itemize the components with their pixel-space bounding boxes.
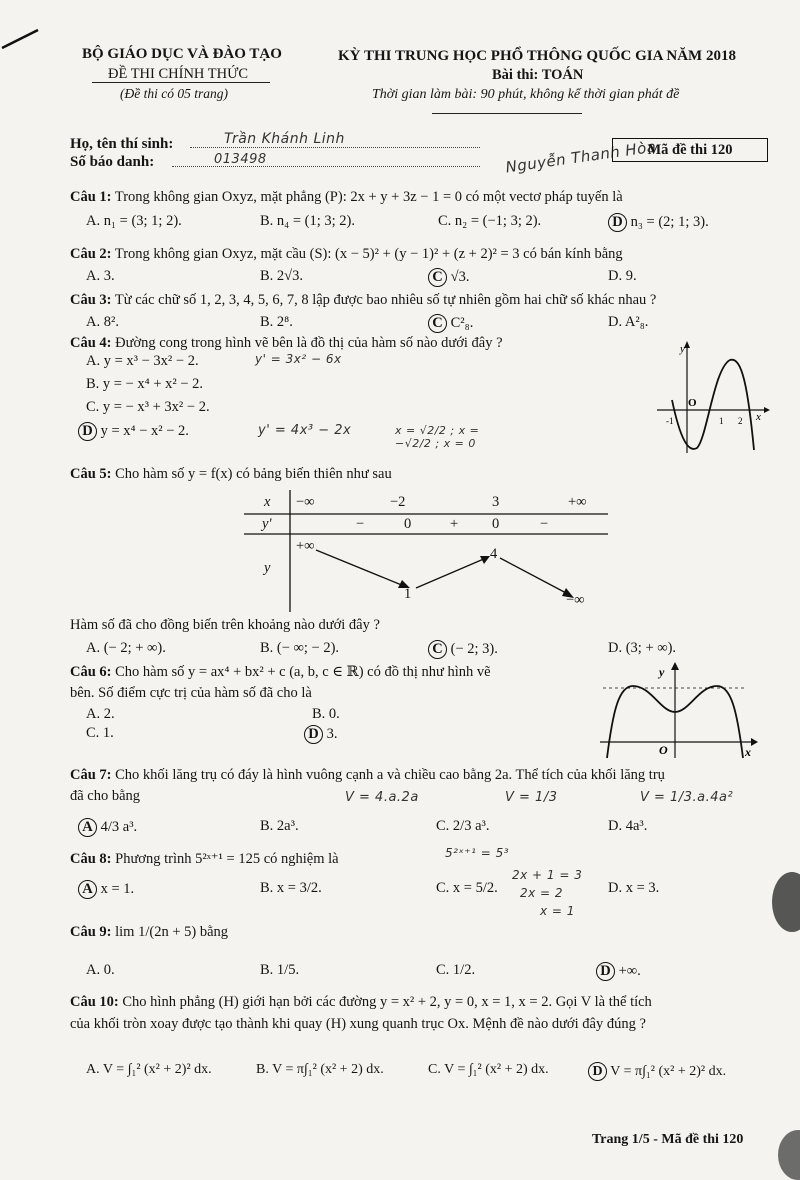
q4-graph-origin: O bbox=[688, 397, 697, 409]
q3-option-d[interactable]: D. A²₈. bbox=[608, 314, 649, 330]
subject-line: Bài thi: TOÁN bbox=[492, 67, 584, 83]
q4-graph-tick-minus1: -1 bbox=[666, 416, 674, 426]
q4-stem bbox=[70, 335, 503, 352]
q2-circled-answer: C bbox=[428, 268, 447, 287]
q8-circled-answer: A bbox=[78, 880, 97, 899]
time-note: Thời gian làm bài: 90 phút, không kể thời gian phát đề bbox=[372, 87, 680, 102]
q10-circled-answer: D bbox=[588, 1062, 607, 1081]
page-footer: Trang 1/5 - Mã đề thi 120 bbox=[592, 1132, 744, 1147]
q8-option-d[interactable]: D. x = 3. bbox=[608, 880, 660, 896]
q4-option-d[interactable] bbox=[78, 422, 189, 441]
official-label: ĐỀ THI CHÍNH THỨC bbox=[108, 66, 249, 82]
q1-text: Trong không gian Oxyz, mặt phẳng (P): 2x + y + 3z − 1 = 0 có một vectơ pháp tuyến là bbox=[114, 189, 623, 205]
q1-option-a[interactable]: A. n₁ = (3; 1; 2). bbox=[86, 213, 182, 229]
q3-label: Câu 3: bbox=[70, 292, 112, 308]
candidate-name-dots bbox=[190, 147, 480, 148]
q3-text: Từ các chữ số 1, 2, 3, 4, 5, 6, 7, 8 lập được bao nhiêu số tự nhiên gồm hai chữ số khác nhau ? bbox=[114, 292, 657, 308]
q6-graph bbox=[595, 660, 765, 760]
vt-sign-1: − bbox=[356, 516, 365, 532]
q4-text: Đường cong trong hình vẽ bên là đồ thị của hàm số nào dưới đây ? bbox=[115, 335, 503, 351]
q2-option-a[interactable]: A. 3. bbox=[86, 268, 115, 284]
vt-y-pos-inf: +∞ bbox=[296, 538, 315, 554]
q3-option-a[interactable]: A. 8². bbox=[86, 314, 119, 330]
q1-option-b[interactable]: B. n₄ = (1; 3; 2). bbox=[260, 213, 355, 229]
q2-stem bbox=[70, 246, 623, 263]
q10-text: Cho hình phẳng (H) giới hạn bởi các đường y = x² + 2, y = 0, x = 1, x = 2. Gọi V là thể tích bbox=[122, 994, 652, 1010]
q10-option-d-text: V = π∫₁² (x² + 2)² dx. bbox=[610, 1064, 727, 1079]
q8-note-2: 2x + 1 = 3 bbox=[512, 868, 583, 882]
q8-note-3: 2x = 2 bbox=[520, 886, 564, 900]
vt-sign-5: − bbox=[540, 516, 549, 532]
vt-x-neg-inf: −∞ bbox=[296, 494, 315, 510]
q6-text: Cho hàm số y = ax⁴ + bx² + c (a, b, c ∈ ℝ) có đồ thị như hình vẽ bbox=[115, 664, 491, 680]
q9-option-d-text: +∞. bbox=[618, 963, 641, 979]
q4-option-a[interactable]: A. y = x³ − 3x² − 2. bbox=[86, 353, 199, 369]
q8-option-a[interactable] bbox=[78, 880, 134, 899]
q9-circled-answer: D bbox=[596, 962, 615, 981]
q9-stem bbox=[70, 924, 228, 941]
exam-title: KỲ THI TRUNG HỌC PHỔ THÔNG QUỐC GIA NĂM 2018 bbox=[338, 48, 736, 64]
q5-text: Cho hàm số y = f(x) có bảng biến thiên như sau bbox=[115, 466, 392, 482]
q7-note-1: V = 4.a.2a bbox=[345, 790, 419, 805]
q4-graph-tick-2: 2 bbox=[738, 416, 743, 426]
q1-option-d-text: n₃ = (2; 1; 3). bbox=[630, 214, 709, 230]
ministry-name: BỘ GIÁO DỤC VÀ ĐÀO TẠO bbox=[82, 46, 282, 62]
q8-stem bbox=[70, 851, 339, 868]
vt-y-neg-inf: −∞ bbox=[566, 592, 585, 608]
q4-graph-x-label: x bbox=[756, 411, 761, 423]
q4-note-derivative-d: y' = 4x³ − 2x bbox=[258, 423, 352, 438]
q1-option-d[interactable] bbox=[608, 213, 709, 232]
q5-label: Câu 5: bbox=[70, 466, 112, 482]
vt-x-minus2: −2 bbox=[390, 494, 406, 510]
q4-label: Câu 4: bbox=[70, 335, 112, 351]
vt-sign-4: 0 bbox=[492, 516, 500, 532]
q6-option-b[interactable]: B. 0. bbox=[312, 706, 340, 722]
q6-label: Câu 6: bbox=[70, 664, 112, 680]
pen-mark bbox=[0, 26, 42, 52]
q6-graph-origin: O bbox=[659, 743, 668, 757]
q9-option-b[interactable]: B. 1/5. bbox=[260, 962, 300, 978]
q7-option-c[interactable]: C. 2/3 a³. bbox=[436, 818, 490, 834]
q6-option-d[interactable] bbox=[304, 725, 338, 744]
q10-label: Câu 10: bbox=[70, 994, 119, 1010]
q4-option-c[interactable]: C. y = − x³ + 3x² − 2. bbox=[86, 399, 210, 415]
q4-graph-tick-1: 1 bbox=[719, 416, 724, 426]
q7-text: Cho khối lăng trụ có đáy là hình vuông cạnh a và chiều cao bằng 2a. Thể tích của khối lăng trụ bbox=[115, 767, 665, 783]
proctor-signature: Nguyễn Thanh Hòa bbox=[504, 137, 658, 177]
q4-graph-y-label: y bbox=[680, 343, 685, 355]
q5-option-b[interactable]: B. (− ∞; − 2). bbox=[260, 640, 340, 656]
q3-option-c-text: C²₈. bbox=[450, 315, 474, 331]
q6-option-a[interactable]: A. 2. bbox=[86, 706, 115, 722]
q6-graph-y-label: y bbox=[659, 665, 665, 679]
q7-note-2: V = 1/3 bbox=[505, 790, 558, 805]
q7-label: Câu 7: bbox=[70, 767, 112, 783]
vt-x-pos-inf: +∞ bbox=[568, 494, 587, 510]
q7-option-b[interactable]: B. 2a³. bbox=[260, 818, 299, 834]
q8-option-a-text: x = 1. bbox=[100, 881, 135, 897]
q7-note-3: V = 1/3.a.4a² bbox=[640, 790, 734, 805]
q5-circled-answer: C bbox=[428, 640, 447, 659]
q7-option-d[interactable]: D. 4a³. bbox=[608, 818, 648, 834]
q9-text: lim 1/(2n + 5) bằng bbox=[115, 924, 229, 940]
q8-note-4: x = 1 bbox=[540, 904, 575, 918]
q4-option-d-text: y = x⁴ − x² − 2. bbox=[100, 423, 189, 439]
variation-table bbox=[244, 490, 608, 612]
q6-graph-x-label: x bbox=[745, 745, 751, 759]
q3-circled-answer: C bbox=[428, 314, 447, 333]
q8-text: Phương trình 5²ˣ⁺¹ = 125 có nghiệm là bbox=[115, 851, 339, 867]
q10-option-a[interactable]: A. V = ∫₁² (x² + 2)² dx. bbox=[86, 1062, 212, 1077]
header-divider-left bbox=[92, 82, 270, 83]
vt-y-min: 1 bbox=[404, 586, 412, 602]
candidate-name-value: Trần Khánh Linh bbox=[224, 131, 345, 147]
q5-option-a[interactable]: A. (− 2; + ∞). bbox=[86, 640, 166, 656]
q3-option-b[interactable]: B. 2⁸. bbox=[260, 314, 293, 330]
q3-option-c[interactable] bbox=[428, 314, 473, 333]
q10-stem-2: của khối tròn xoay được tạo thành khi quay (H) xung quanh trục Ox. Mệnh đề nào dưới đây đúng ? bbox=[70, 1016, 646, 1032]
exam-code-box: Mã đề thi 120 bbox=[612, 138, 768, 162]
q5-option-c-text: (− 2; 3). bbox=[450, 641, 498, 657]
vt-x-3: 3 bbox=[492, 494, 500, 510]
q8-option-c[interactable]: C. x = 5/2. bbox=[436, 880, 498, 896]
q4-circled-answer: D bbox=[78, 422, 97, 441]
q2-text: Trong không gian Oxyz, mặt cầu (S): (x − 5)² + (y − 1)² + (z + 2)² = 3 có bán kính bằng bbox=[114, 246, 623, 262]
q7-option-a[interactable] bbox=[78, 818, 137, 837]
candidate-id-label: Số báo danh: bbox=[70, 154, 155, 170]
q1-label: Câu 1: bbox=[70, 189, 112, 205]
q2-option-c[interactable] bbox=[428, 268, 469, 287]
vt-y-label: y bbox=[264, 560, 271, 576]
pages-note: (Đề thi có 05 trang) bbox=[120, 86, 228, 101]
q1-option-c[interactable]: C. n₂ = (−1; 3; 2). bbox=[438, 213, 542, 229]
vt-y-max: 4 bbox=[490, 546, 498, 562]
q1-circled-answer: D bbox=[608, 213, 627, 232]
q4-note-roots: x = √2/2 ; x = −√2/2 ; x = 0 bbox=[395, 424, 480, 450]
q10-option-c[interactable]: C. V = ∫₁² (x² + 2) dx. bbox=[428, 1062, 549, 1077]
q9-option-c[interactable]: C. 1/2. bbox=[436, 962, 476, 978]
q6-circled-answer: D bbox=[304, 725, 323, 744]
q9-label: Câu 9: bbox=[70, 924, 112, 940]
q6-option-d-text: 3. bbox=[326, 726, 338, 742]
q6-stem bbox=[70, 664, 491, 681]
q5-option-c[interactable] bbox=[428, 640, 498, 659]
vt-x-label: x bbox=[264, 494, 271, 510]
candidate-name-label: Họ, tên thí sinh: bbox=[70, 136, 174, 152]
q10-option-b[interactable]: B. V = π∫₁² (x² + 2) dx. bbox=[256, 1062, 384, 1077]
q2-option-d[interactable]: D. 9. bbox=[608, 268, 637, 284]
q7-option-a-text: 4/3 a³. bbox=[100, 819, 138, 835]
q4-graph bbox=[652, 338, 772, 458]
q6-option-c[interactable]: C. 1. bbox=[86, 725, 114, 741]
vt-sign-2: 0 bbox=[404, 516, 412, 532]
q10-option-d[interactable] bbox=[588, 1062, 726, 1081]
q6-stem-2: bên. Số điểm cực trị của hàm số đã cho là bbox=[70, 685, 312, 701]
q7-stem-2: đã cho bằng bbox=[70, 788, 141, 804]
q5-prompt: Hàm số đã cho đồng biến trên khoảng nào dưới đây ? bbox=[70, 617, 380, 633]
q7-stem bbox=[70, 767, 665, 784]
q8-note-1: 5²ˣ⁺¹ = 5³ bbox=[445, 846, 510, 860]
finger-shadow-1 bbox=[772, 872, 800, 932]
q2-option-c-text: √3. bbox=[450, 269, 470, 285]
q1-stem bbox=[70, 189, 623, 206]
q8-option-b[interactable]: B. x = 3/2. bbox=[260, 880, 322, 896]
vt-sign-3: + bbox=[450, 516, 459, 532]
header-divider-right bbox=[432, 113, 582, 114]
q9-option-d[interactable] bbox=[596, 962, 641, 981]
q2-option-b[interactable]: B. 2√3. bbox=[260, 268, 304, 284]
q5-stem bbox=[70, 466, 392, 483]
finger-shadow-2 bbox=[778, 1130, 800, 1180]
q3-stem bbox=[70, 292, 656, 309]
q2-label: Câu 2: bbox=[70, 246, 112, 262]
q8-label: Câu 8: bbox=[70, 851, 112, 867]
q4-note-derivative-a: y' = 3x² − 6x bbox=[255, 352, 342, 366]
q4-option-b[interactable]: B. y = − x⁴ + x² − 2. bbox=[86, 376, 204, 392]
candidate-id-value: 013498 bbox=[214, 152, 267, 167]
vt-yprime-label: y' bbox=[262, 516, 272, 532]
q10-stem bbox=[70, 994, 652, 1011]
q5-option-d[interactable]: D. (3; + ∞). bbox=[608, 640, 677, 656]
q7-circled-answer: A bbox=[78, 818, 97, 837]
q9-option-a[interactable]: A. 0. bbox=[86, 962, 115, 978]
